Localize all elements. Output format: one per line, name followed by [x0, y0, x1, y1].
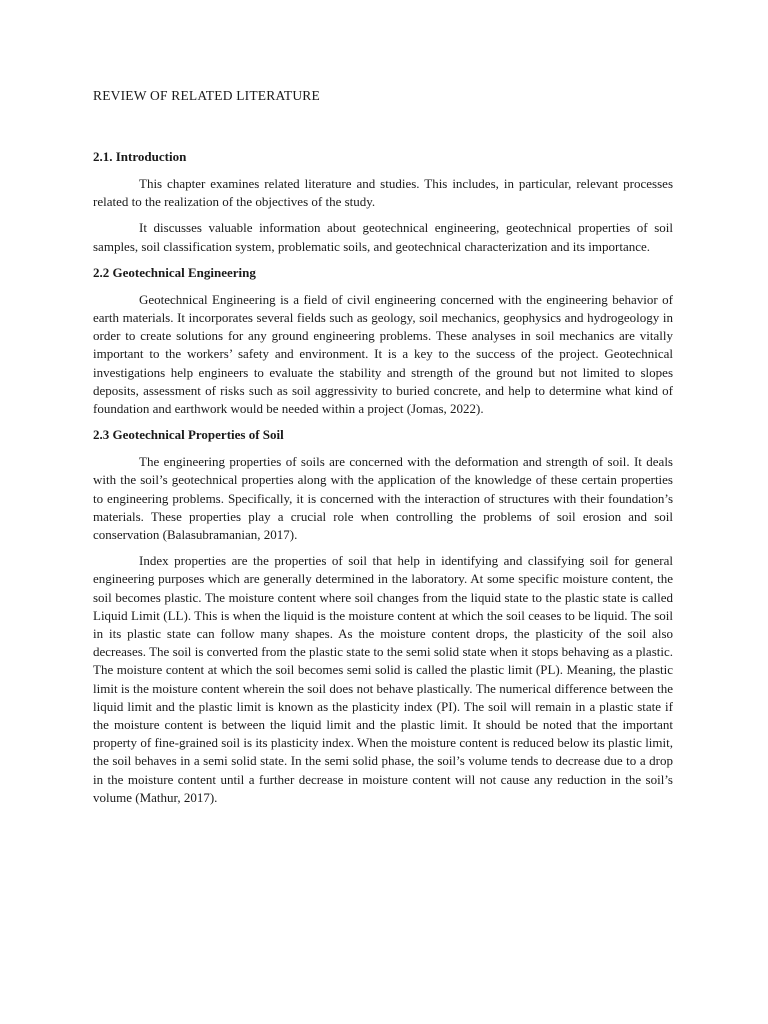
paragraph: Index properties are the properties of soil that help in identifying and classifying soil for general engineering purposes which are generally determined in the laboratory. At some specific moisture content, the soil becomes plastic. The moisture content where soil changes from the liquid state to the plastic state is called Liquid Limit (LL). This is when the liquid is the moisture content at which the soil ceases to be liquid. The soil in its plastic state can follow many shapes. As the moisture content drops, the plasticity of the soil also decreases. The soil is converted from the plastic state to the semi solid state when it stops behaving as a plastic. The moisture content at which the soil becomes semi solid is called the plastic limit (PL). Meaning, the plastic limit is the moisture content wherein the soil does not behave plastically. The numerical difference between the liquid limit and the plastic limit is known as the plasticity index (PI). The soil will remain in a plastic state if the moisture content is between the liquid limit and the plastic limit. It should be noted that the important property of fine-grained soil is its plasticity index. When the moisture content is reduced below its plastic limit, the soil behaves in a semi solid state. In the semi solid phase, the soil’s volume tends to decrease due to a drop in the moisture content until a further decrease in moisture content will not cause any reduction in the soil’s volume (Mathur, 2017). — [93, 553, 673, 805]
paragraph: The engineering properties of soils are concerned with the deformation and strength of soil. It deals with the soil’s geotechnical properties along with the application of the knowledge of these certain properties to engineering problems. Specifically, it is concerned with the interaction of structures with their foundation’s materials. These properties play a crucial role when controlling the problems of soil erosion and soil conservation (Balasubramanian, 2017). — [93, 454, 673, 543]
paragraph: Geotechnical Engineering is a field of civil engineering concerned with the engineering behavior of earth materials. It incorporates several fields such as geology, soil mechanics, geophysics and hydrogeology in order to create solutions for any ground engineering problems. These analyses in soil mechanics are vitally important to the workers’ safety and environment. It is a key to the success of the project. Geotechnical investigations help engineers to evaluate the stability and strength of the ground but not limited to slopes deposits, assessment of risks such as soil aggressivity to buried concrete, and help to determine what kind of foundation and earthwork would be needed within a project (Jomas, 2022). — [93, 291, 673, 417]
paragraph: It discusses valuable information about geotechnical engineering, geotechnical properties of soil samples, soil classification system, problematic soils, and geotechnical characterization and its importance. — [93, 220, 673, 254]
section-heading-geotechnical-engineering: 2.2 Geotechnical Engineering — [93, 264, 256, 280]
paragraph: This chapter examines related literature and studies. This includes, in particular, relevant processes related to the realization of the objectives of the study. — [93, 176, 673, 210]
document-title: REVIEW OF RELATED LITERATURE — [93, 88, 320, 103]
section-geotechnical-properties — [93, 426, 673, 807]
section-heading-geotechnical-properties: 2.3 Geotechnical Properties of Soil — [93, 427, 284, 443]
section-introduction — [93, 148, 673, 256]
section-heading-introduction: 2.1. Introduction — [93, 149, 187, 164]
section-geotechnical-engineering — [93, 264, 673, 418]
document-page — [93, 86, 673, 815]
